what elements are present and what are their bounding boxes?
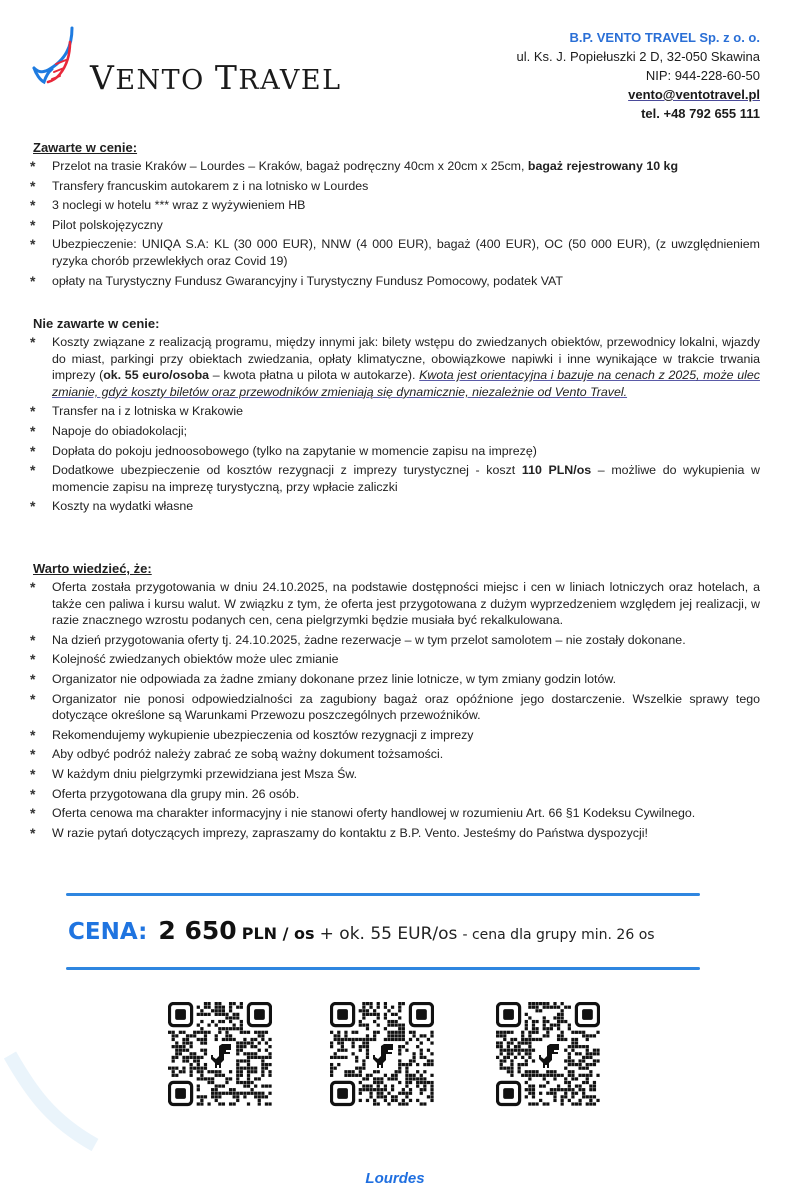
item-text: Na dzień przygotowania oferty tj. 24.10.2025, żadne rezerwacje – w tym przelot samolotem – nie zostały dokonane. <box>52 632 686 647</box>
item-text: Przelot na trasie Kraków – Lourdes – Kraków, bagaż podręczny 40cm x 20cm x 25cm, <box>52 159 528 173</box>
item-text: Koszty związane z realizacją programu, między innymi jak: bilety wstępu do zwiedzanych obiektów, przewodnicy lokalni, wjazdy do miast, parkingi przy obiektach zwiedzania, opłaty klimatyczne, obowiązkowe napiwki i inne wynikające w trakcie trwania imprezy ( <box>52 335 760 383</box>
item-bold: bagaż rejestrowany 10 kg <box>527 159 679 173</box>
item-text: Kolejność zwiedzanych obiektów może ulec zmianie <box>52 652 339 667</box>
footer-destination: Lourdes <box>365 1170 425 1187</box>
list-item <box>30 671 760 688</box>
price-line <box>68 916 655 945</box>
list-item <box>30 786 760 803</box>
list-item <box>30 825 760 842</box>
item-text: – możliwe do wykupienia w momencie zapisu na imprezę turystyczną, przy wpłacie zaliczki <box>52 463 760 494</box>
item-text: W każdym dniu pielgrzymki przewidziana jest Msza Św. <box>52 766 358 781</box>
not-included-title: Nie zawarte w cenie: <box>33 316 160 331</box>
bullet-icon: * <box>30 216 36 233</box>
item-bold: ok. 55 euro/osoba <box>103 368 210 383</box>
list-item <box>30 158 760 175</box>
item-text: Oferta cenowa ma charakter informacyjny i nie stanowi oferty handlowej w rozumieniu Art. 66 §1 Kodeksu Cywilnego. <box>52 806 696 821</box>
bullet-icon: * <box>30 334 36 350</box>
list-item <box>30 632 760 649</box>
item-text: W razie pytań dotyczących imprezy, zapraszamy do kontaktu z B.P. Vento. Jesteśmy do Państwa dyspozycji! <box>52 825 648 840</box>
item-text: Rekomendujemy wykupienie ubezpieczenia od kosztów rezygnacji z imprezy <box>52 727 474 742</box>
item-text: Dodatkowe ubezpieczenie od kosztów rezygnacji z imprezy turystycznej - koszt <box>52 463 522 478</box>
item-text: Koszty na wydatki własne <box>52 499 194 514</box>
company-phone: tel. +48 792 655 111 <box>641 106 760 121</box>
qr-code-3[interactable] <box>496 1002 600 1110</box>
dino-icon <box>539 1044 559 1068</box>
price-note: - cena dla grupy min. 26 os <box>462 927 655 943</box>
item-text: Aby odbyć podróż należy zabrać ze sobą ważny dokument tożsamości. <box>52 747 444 762</box>
list-item <box>30 443 760 460</box>
bullet-icon: * <box>30 726 36 743</box>
bullet-icon: * <box>30 690 36 707</box>
bullet-icon: * <box>30 403 36 420</box>
included-title: Zawarte w cenie: <box>33 140 138 155</box>
item-text: opłaty na Turystyczny Fundusz Gwarancyjny i Turystyczny Fundusz Pomocowy, podatek VAT <box>52 273 563 288</box>
bullet-icon: * <box>30 785 36 802</box>
item-text: Transfer na i z lotniska w Krakowie <box>52 404 243 419</box>
included-list <box>30 158 760 289</box>
bullet-icon: * <box>30 442 36 459</box>
company-email-link[interactable]: vento@ventotravel.pl <box>628 87 760 102</box>
bullet-icon: * <box>30 272 36 289</box>
bullet-icon: * <box>30 824 36 841</box>
list-item <box>30 766 760 783</box>
list-item <box>30 579 760 629</box>
list-item <box>30 805 760 822</box>
price-amount: 2 650 <box>158 916 237 945</box>
good-to-know-title: Warto wiedzieć, że: <box>33 561 152 576</box>
item-text: Transfery francuskim autokarem z i na lotnisko w Lourdes <box>52 178 369 193</box>
price-extra: + ok. 55 EUR/os <box>319 924 458 944</box>
list-item <box>30 651 760 668</box>
company-logo <box>26 24 342 97</box>
qr-code-icon <box>330 1002 434 1110</box>
bullet-icon: * <box>30 631 36 648</box>
not-included-list <box>30 334 760 515</box>
bullet-icon: * <box>30 579 36 595</box>
bullet-icon: * <box>30 498 36 515</box>
bullet-icon: * <box>30 177 36 194</box>
list-item <box>30 178 760 195</box>
bullet-icon: * <box>30 746 36 763</box>
bullet-icon: * <box>30 651 36 668</box>
list-item <box>30 462 760 495</box>
price-bottom-rule <box>66 967 700 970</box>
item-bold: 110 PLN/os <box>521 463 592 478</box>
item-text: Oferta przygotowana dla grupy min. 26 osób. <box>52 786 300 801</box>
list-item <box>30 236 760 269</box>
watermark-graphic <box>0 1050 110 1160</box>
item-text: – kwota płatna u pilota w autokarze). <box>209 368 420 383</box>
price-top-rule <box>66 893 700 896</box>
bullet-icon: * <box>30 765 36 782</box>
item-text: Organizator nie ponosi odpowiedzialności za zagubiony bagaż oraz opóźnione jego dostarczenie. Wszelkie sprawy tego dotyczące określone są Warunkami Przewozu poszczególnych przewoźników. <box>52 691 760 723</box>
bullet-icon: * <box>30 422 36 439</box>
bullet-icon: * <box>30 805 36 822</box>
company-address: ul. Ks. J. Popiełuszki 2 D, 32-050 Skawina <box>516 49 760 64</box>
item-text: Oferta została przygotowania w dniu 24.10.2025, na podstawie dostępności miejsc i cen w liniach lotniczych oraz hotelach, a także cen paliwa i kursu walut. W związku z tym, że oferta jest przygotowana z dużym wyprzedzeniem względem jej realizacji, w razie znacznego wzrostu podanych cen, cena pielgrzymki będzie musiała być rekalkulowana. <box>52 580 760 628</box>
bullet-icon: * <box>30 670 36 687</box>
company-name: B.P. VENTO TRAVEL Sp. z o. o. <box>569 30 760 45</box>
price-label: CENA: <box>68 919 148 945</box>
list-item <box>30 691 760 724</box>
qr-code-icon <box>168 1002 272 1110</box>
dino-icon <box>373 1044 393 1068</box>
company-info <box>516 28 760 123</box>
price-currency: PLN / os <box>241 924 315 943</box>
bullet-icon: * <box>30 462 36 479</box>
item-italic-note: Kwota jest orientacyjna i bazuje na cenach z 2025, może ulec zmianie, gdyż koszty biletów oraz przewodników zmieniają się dynamicznie, niezależnie od Vento Travel. <box>52 368 760 399</box>
list-item <box>30 498 760 515</box>
item-text: Pilot polskojęzyczny <box>52 217 163 232</box>
list-item <box>30 746 760 763</box>
list-item <box>30 197 760 214</box>
list-item <box>30 334 760 400</box>
list-item <box>30 217 760 234</box>
list-item <box>30 403 760 420</box>
company-nip: NIP: 944-228-60-50 <box>645 68 760 83</box>
item-text: 3 noclegi w hotelu *** wraz z wyżywieniem HB <box>52 198 306 213</box>
qr-code-2[interactable] <box>330 1002 434 1110</box>
list-item <box>30 423 760 440</box>
item-text: Napoje do obiadokolacji; <box>52 423 188 438</box>
bullet-icon: * <box>30 158 36 174</box>
item-text: Dopłata do pokoju jednoosobowego (tylko na zapytanie w momencie zapisu na imprezę) <box>52 443 537 458</box>
bullet-icon: * <box>30 197 36 214</box>
item-text: Ubezpieczenie: UNIQA S.A: KL (30 000 EUR), NNW (4 000 EUR), bagaż (400 EUR), OC (50 000 EUR), (z uwzględnieniem ryzyka chorób przewlekłych oraz Covid 19) <box>52 237 760 268</box>
list-item <box>30 727 760 744</box>
wing-icon <box>26 24 88 94</box>
logo-text: VENTO TRAVEL <box>90 58 342 97</box>
good-to-know-list <box>30 579 760 841</box>
dino-icon <box>211 1044 231 1068</box>
item-text: Organizator nie odpowiada za żadne zmiany dokonane przez linie lotnicze, w tym zmiany godzin lotów. <box>52 671 617 686</box>
list-item <box>30 273 760 290</box>
qr-code-1[interactable] <box>168 1002 272 1110</box>
bullet-icon: * <box>30 236 36 253</box>
qr-code-icon <box>496 1002 600 1110</box>
